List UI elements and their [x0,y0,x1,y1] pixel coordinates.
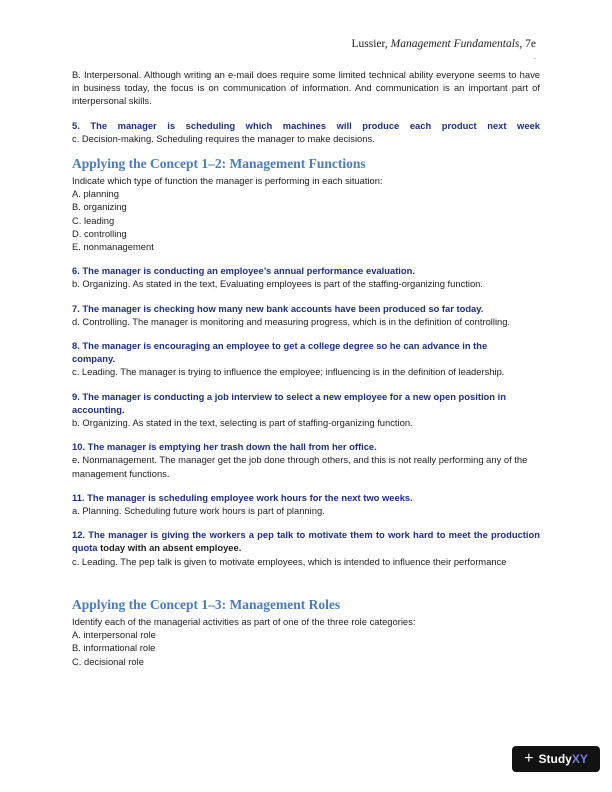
question-8: 8. The manager is encouraging an employee to get a college degree so he can advance in the company. [72,340,488,365]
header-book-title: Management Fundamentals, [390,38,523,50]
question-6: 6. The manager is conducting an employee’s annual performance evaluation. [72,265,415,277]
answer-6: b. Organizing. As stated in the text, Evaluating employees is part of the staffing-organizing function. [72,278,484,290]
badge-xy-text: XY [571,752,588,766]
option-item: A. interpersonal role [72,629,156,641]
answer-7: d. Controlling. The manager is monitoring and measuring progress, which is in the definition of controlling. [72,315,511,327]
intro-answer: B. Interpersonal. Although writing an e-mail does require some limited technical ability everyone seems to have in business today, the focus is on communication of information. And communication is an important part of interpersonal skills. [72,69,540,107]
option-item: A. planning [72,188,119,200]
question-block-7 [72,302,540,328]
answer-11: a. Planning. Scheduling future work hours is part of planning. [72,505,325,517]
section-title-1-3: Applying the Concept 1–3: Management Roles [72,596,341,612]
question-12-main: 12. The manager is giving the workers a pep talk to motivate them to work hard to meet the production quota [72,529,540,554]
option-item: E. nonmanagement [72,241,154,253]
question-12 [72,528,540,554]
option-item: C. leading [72,214,115,226]
option-item: B. informational role [72,642,156,654]
running-header [352,38,536,50]
plus-icon: + [524,750,534,767]
answer-8: c. Leading. The manager is trying to influence the employee; influencing is in the definition of leadership. [72,366,505,378]
question-9: 9. The manager is conducting a job interview to select a new employee for a new open position in accounting. [72,390,506,415]
question-block-9 [72,390,540,430]
question-5: 5. The manager is scheduling which machines will produce each product next week [72,119,540,131]
answer-9: b. Organizing. As stated in the text, selecting is part of staffing-organizing function. [72,417,413,429]
option-item: C. decisional role [72,655,144,667]
question-11: 11. The manager is scheduling employee work hours for the next two weeks. [72,491,413,503]
question-block-8 [72,339,540,379]
document-body [72,68,540,668]
options-list-1-2 [72,187,540,253]
question-block-11 [72,491,540,517]
option-item: B. organizing [72,201,127,213]
question-12-tail: today with an absent employee. [97,542,242,554]
answer-5: c. Decision-making. Scheduling requires the manager to make decisions. [72,132,375,144]
studyxy-badge[interactable] [512,746,600,772]
question-10: 10. The manager is emptying her trash down the hall from her office. [72,441,377,453]
question-block-5 [72,119,540,145]
question-7: 7. The manager is checking how many new bank accounts have been produced so far today. [72,302,484,314]
section-spacer [72,579,540,593]
section-title-1-2: Applying the Concept 1–2: Management Functions [72,156,366,172]
section-instruction-1-3: Identify each of the managerial activities as part of one of the three role categories: [72,615,416,627]
question-block-10 [72,440,540,480]
answer-10: e. Nonmanagement. The manager get the job done through others, and this is not really performing any of the management functions. [72,454,528,479]
option-item: D. controlling [72,227,127,239]
options-list-1-3 [72,628,540,668]
section-instruction-1-2: Indicate which type of function the manager is performing in each situation: [72,175,383,187]
header-dot: . [533,52,536,61]
answer-12: c. Leading. The pep talk is given to motivate employees, which is intended to influence their performance [72,555,507,567]
header-author: Lussier, [351,38,391,50]
header-edition: 7e [522,38,536,50]
badge-study-text: Study [538,752,572,766]
question-block-6 [72,264,540,290]
question-block-12 [72,528,540,568]
